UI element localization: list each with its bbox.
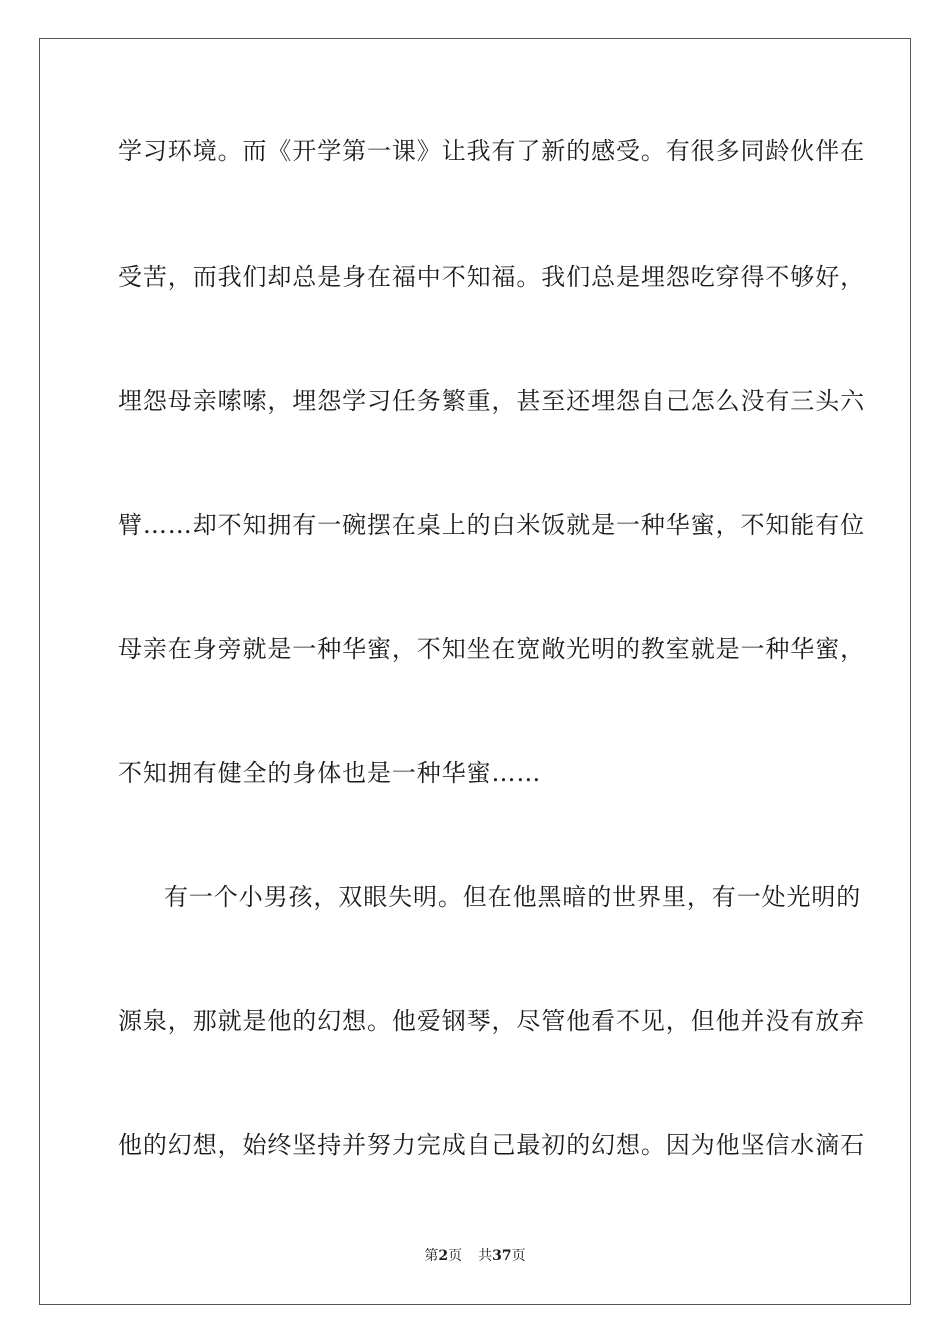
text-line-2: 受苦，而我们却总是身在福中不知福。我们总是埋怨吃穿得不够好， — [118, 263, 865, 291]
page-prefix: 第 — [424, 1248, 439, 1264]
text-line-9: 他的幻想，始终坚持并努力完成自己最初的幻想。因为他坚信水滴石 — [118, 1131, 865, 1159]
page-border — [39, 38, 911, 1305]
text-line-6: 不知拥有健全的身体也是一种华蜜…… — [118, 759, 542, 787]
text-line-1: 学习环境。而《开学第一课》让我有了新的感受。有很多同龄伙伴在 — [118, 137, 865, 165]
page-number: 2 — [438, 1248, 449, 1264]
text-line-5: 母亲在身旁就是一种华蜜，不知坐在宽敞光明的教室就是一种华蜜， — [118, 635, 865, 663]
page-suffix: 页 — [448, 1248, 463, 1264]
total-suffix: 页 — [511, 1248, 526, 1264]
total-pages: 37 — [492, 1248, 512, 1264]
text-line-3: 埋怨母亲嗦嗦，埋怨学习任务繁重，甚至还埋怨自己怎么没有三头六 — [118, 387, 865, 415]
page-footer — [0, 1247, 950, 1265]
text-line-7: 有一个小男孩，双眼失明。但在他黑暗的世界里，有一处光明的 — [164, 883, 862, 911]
text-line-8: 源泉，那就是他的幻想。他爱钢琴，尽管他看不见，但他并没有放弃 — [118, 1007, 865, 1035]
total-prefix: 共 — [478, 1248, 493, 1264]
text-line-4: 臂……却不知拥有一碗摆在桌上的白米饭就是一种华蜜，不知能有位 — [118, 511, 865, 539]
